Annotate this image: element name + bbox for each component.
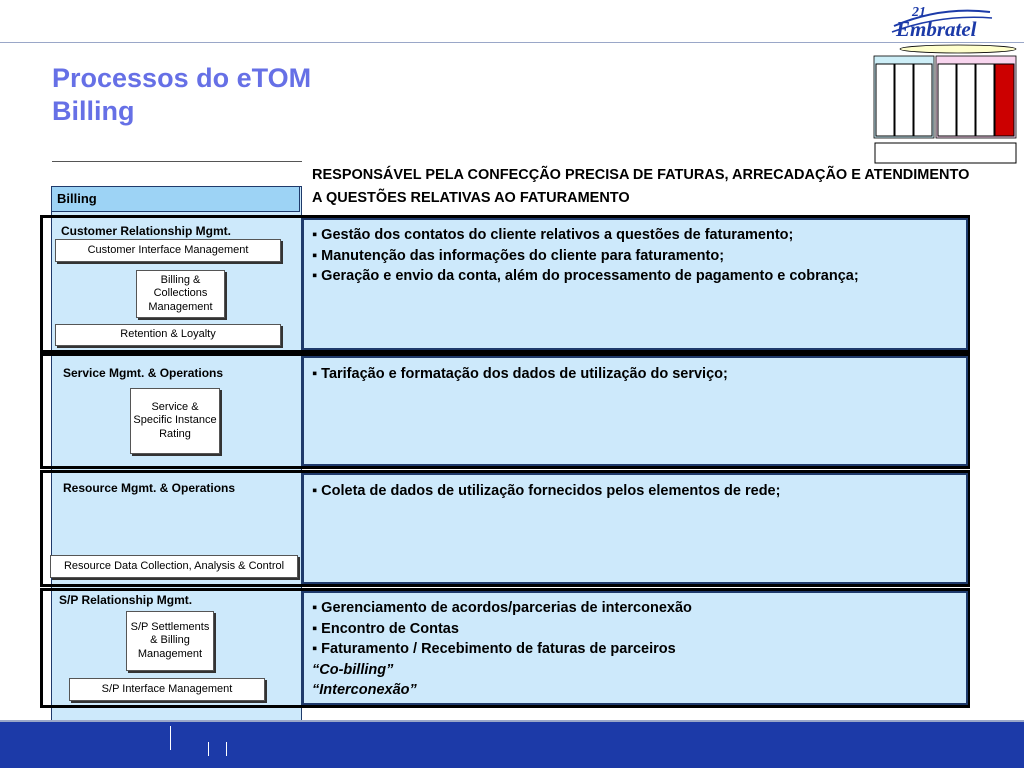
- panel-crm-item: ▪ Gestão dos contatos do cliente relativos a questões de faturamento;: [312, 227, 794, 243]
- footer-tick: [226, 742, 227, 756]
- panel-sp-item: ▪ Gerenciamento de acordos/parcerias de interconexão: [312, 600, 692, 616]
- panel-service: [302, 356, 968, 466]
- panel-sp: [302, 591, 968, 705]
- billing-column-header: Billing: [51, 186, 300, 212]
- box-customer-interface-management[interactable]: Customer Interface Management: [55, 239, 281, 262]
- panel-resource-item: ▪ Coleta de dados de utilização fornecidos pelos elementos de rede;: [312, 483, 781, 499]
- logo-text: Embratel: [896, 17, 977, 41]
- box-resource-data-collection[interactable]: Resource Data Collection, Analysis & Control: [50, 555, 298, 578]
- section-title-resource: Resource Mgmt. & Operations: [63, 481, 236, 495]
- panel-sp-item: ▪ Faturamento / Recebimento de faturas de parceiros: [312, 641, 676, 657]
- footer-tick: [170, 726, 171, 750]
- page-title-line1: Processos do eTOM: [52, 63, 312, 93]
- section-title-crm: Customer Relationship Mgmt.: [61, 224, 232, 238]
- panel-service-item: ▪ Tarifação e formatação dos dados de utilização do serviço;: [312, 366, 728, 382]
- box-billing-collections-management[interactable]: Billing & Collections Management: [136, 270, 225, 318]
- panel-sp-note: “Co-billing”: [312, 661, 394, 678]
- page-title-line2: Billing: [52, 96, 135, 126]
- panel-sp-note: “Interconexão”: [312, 682, 417, 698]
- panel-resource: [302, 473, 968, 584]
- header-divider: [0, 42, 1024, 43]
- panel-crm-item: ▪ Geração e envio da conta, além do processamento de pagamento e cobrança;: [312, 268, 859, 284]
- panel-sp-item: ▪ Encontro de Contas: [312, 620, 459, 637]
- section-divider: [52, 161, 302, 162]
- box-retention-loyalty[interactable]: Retention & Loyalty: [55, 324, 281, 346]
- embratel-logo: [886, 2, 996, 42]
- etom-thumbnail-diagram: [872, 44, 1018, 166]
- responsibility-statement: RESPONSÁVEL PELA CONFECÇÃO PRECISA DE FATURAS, ARRECADAÇÃO E ATENDIMENTO A QUESTÕES RELATIVAS AO FATURAMENTO: [312, 167, 970, 206]
- box-sp-settlements-billing[interactable]: S/P Settlements & Billing Management: [126, 611, 214, 671]
- section-title-service: Service Mgmt. & Operations: [63, 366, 224, 380]
- section-title-sp: S/P Relationship Mgmt.: [59, 593, 193, 607]
- box-service-instance-rating[interactable]: Service & Specific Instance Rating: [130, 388, 220, 454]
- footer-tick: [208, 742, 209, 756]
- panel-crm: [302, 218, 968, 350]
- panel-crm-item: ▪ Manutenção das informações do cliente para faturamento;: [312, 247, 725, 264]
- logo-number: 21: [912, 5, 926, 20]
- footer-bar: [0, 722, 1024, 768]
- page-title: [52, 62, 311, 128]
- box-sp-interface-management[interactable]: S/P Interface Management: [69, 678, 265, 701]
